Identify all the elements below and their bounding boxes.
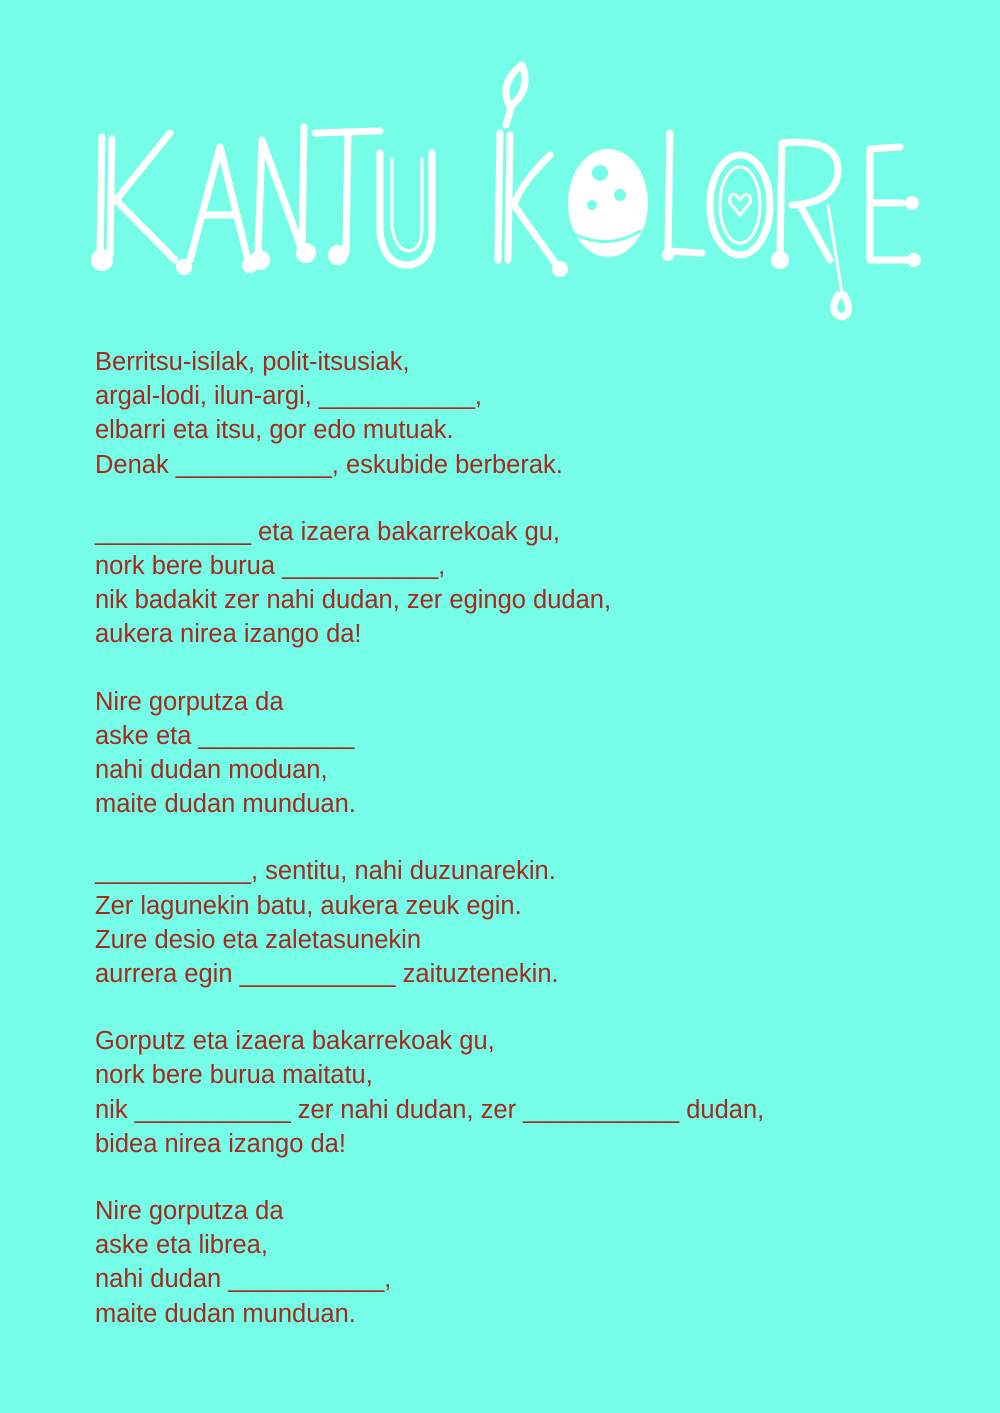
song-lyrics (95, 345, 955, 1364)
logo-letter-e (870, 147, 921, 267)
logo-letter-a (190, 147, 258, 273)
stanza-2 (95, 515, 955, 652)
logo-letter-t (315, 131, 380, 265)
lyric-line: nahi dudan moduan, (95, 756, 328, 785)
lyric-line: argal-lodi, ilun-argi, ___________, (95, 382, 483, 411)
lyric-line: nork bere burua maitatu, (95, 1061, 373, 1090)
lyric-line: Gorputz eta izaera bakarrekoak gu, (95, 1027, 495, 1056)
logo-letter-u (380, 153, 432, 265)
logo-letter-n (250, 127, 316, 270)
lyric-line: maite dudan munduan. (95, 790, 356, 819)
logo-letter-l (662, 133, 702, 261)
stanza-3 (95, 685, 955, 822)
logo-palette-icon (568, 149, 648, 257)
lyric-line: nik badakit zer nahi dudan, zer egingo dudan, (95, 586, 612, 615)
lyric-line: Zure desio eta zaletasunekin (95, 925, 422, 954)
lyric-line: elbarri eta itsu, gor edo mutuak. (95, 416, 454, 445)
lyric-line: maite dudan munduan. (95, 1299, 356, 1328)
logo-letter-k (91, 133, 192, 275)
stanza-1 (95, 345, 955, 482)
stanza-5 (95, 1024, 955, 1161)
lyric-line: Zer lagunekin batu, aukera zeuk egin. (95, 891, 522, 920)
lyric-line: nik ___________ zer nahi dudan, zer ___________ dudan, (95, 1095, 765, 1124)
logo-letter-k-second (498, 133, 568, 277)
stanza-4 (95, 854, 955, 991)
lyric-line: bidea nirea izango da! (95, 1129, 346, 1158)
lyric-line: ___________ eta izaera bakarrekoak gu, (95, 517, 561, 546)
kantu-kolore-logo-drawing (80, 55, 930, 330)
lyric-line: aukera nirea izango da! (95, 620, 362, 649)
lyric-line: nahi dudan ___________, (95, 1265, 392, 1294)
stanza-6 (95, 1194, 955, 1331)
lyric-line: Nire gorputza da (95, 1197, 284, 1226)
lyric-line: aske eta ___________ (95, 721, 355, 750)
logo-leaf-icon (506, 65, 525, 125)
logo-letter-o-heart (710, 155, 770, 255)
lyric-line: ___________, sentitu, nahi duzunarekin. (95, 857, 556, 886)
kantu-kolore-logo (80, 55, 930, 330)
lyric-line: aurrera egin ___________ zaituztenekin. (95, 960, 559, 989)
lyric-line: aske eta librea, (95, 1231, 268, 1260)
lyric-line: Nire gorputza da (95, 687, 284, 716)
lyric-line: nork bere burua ___________, (95, 552, 446, 581)
logo-letter-r-brush (771, 142, 849, 317)
lyric-line: Denak ___________, eskubide berberak. (95, 450, 563, 479)
lyric-line: Berritsu-isilak, polit-itsusiak, (95, 348, 410, 376)
